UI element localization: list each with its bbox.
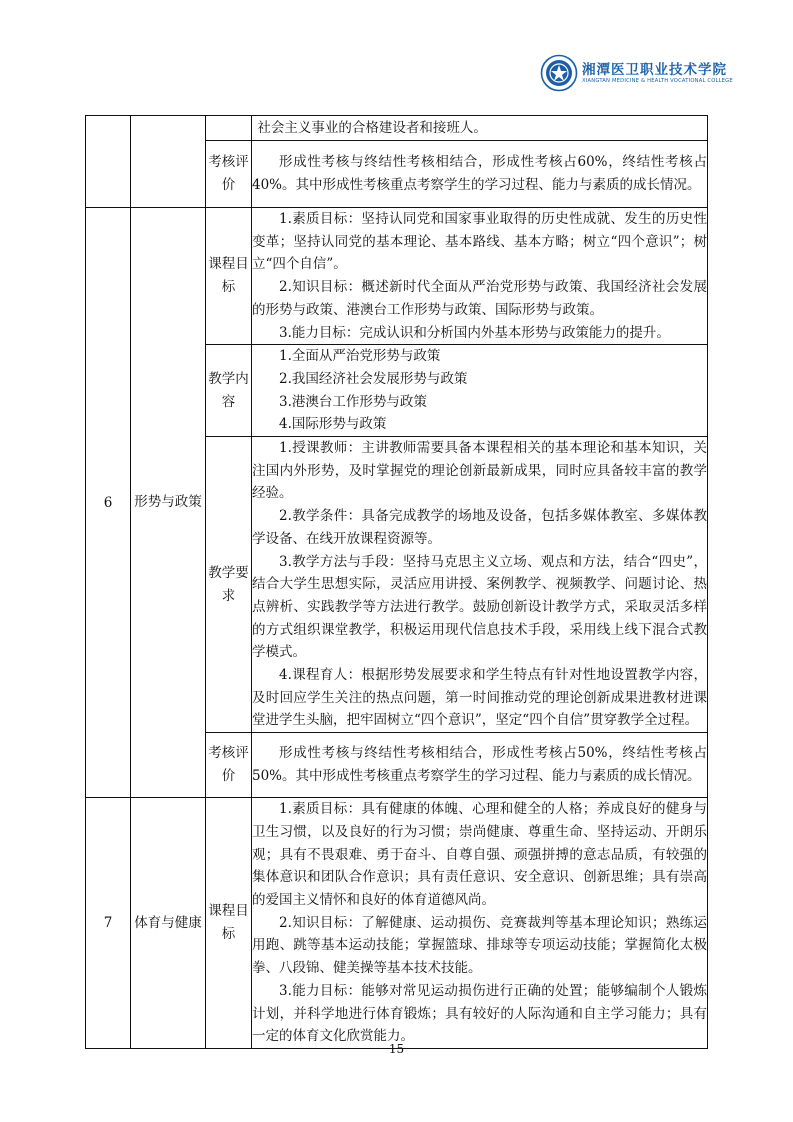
- content-item: 3.港澳台工作形势与政策: [279, 393, 427, 410]
- page-number: 15: [388, 1042, 405, 1056]
- goal-item: 3.能力目标：完成认识和分析国内外基本形势与政策能力的提升。: [279, 324, 670, 341]
- course-index: 6: [86, 208, 131, 798]
- goal-item: 1.素质目标：具有健康的体魄、心理和健全的人格；养成良好的健身与卫生习惯，以及良好的行为习惯；崇尚健康、尊重生命、坚持运动、开朗乐观；具有不畏艰难、勇于奋斗、自尊自强、顽强拼搏的意志品质，有较强的集体意识和团队合作意识；具有责任意识、安全意识、创新思维；具有崇高的爱国主义情怀和良好的体育道德风尚。: [252, 801, 707, 908]
- category-label: 课程目标: [206, 798, 252, 1049]
- goal-item: 1.素质目标：坚持认同党和国家事业取得的历史性成就、发生的历史性变革；坚持认同党的基本理论、基本路线、基本方略；树立“四个意识”；树立“四个自信”。: [252, 211, 707, 273]
- category-label: 考核评价: [206, 141, 252, 208]
- table-row: [86, 116, 708, 141]
- content-cell: [252, 116, 708, 141]
- assessment-cell: [252, 733, 708, 798]
- table-row: [86, 798, 708, 1049]
- college-name-cn: 湘潭医卫职业技术学院: [582, 62, 727, 78]
- table-row: [86, 208, 708, 345]
- goal-item: 3.能力目标：能够对常见运动损伤进行正确的处置；能够编制个人锻炼计划，并科学地进行体育锻炼；具有较好的人际沟通和自主学习能力；具有一定的体育文化欣赏能力。: [252, 982, 707, 1045]
- assessment-text: 形成性考核与终结性考核相结合，形成性考核占60%，终结性考核占40%。其中形成性考核重点考察学生的学习过程、能力与素质的成长情况。: [252, 154, 707, 193]
- assessment-text: 形成性考核与终结性考核相结合，形成性考核占50%，终结性考核占50%。其中形成性考核重点考察学生的学习过程、能力与素质的成长情况。: [252, 745, 707, 785]
- course-name-cell: [131, 116, 206, 208]
- curriculum-table: [85, 115, 708, 1049]
- course-name: 体育与健康: [131, 798, 206, 1049]
- requirement-item: 4.课程育人：根据形势发展要求和学生特点有针对性地设置教学内容，及时回应学生关注的热点问题，第一时间推动党的理论创新成果进教材进课堂进学生头脑，把牢固树立“四个意识”，坚定“四个自信”贯穿教学全过程。: [252, 667, 707, 729]
- requirement-item: 3.教学方法与手段：坚持马克思主义立场、观点和方法，结合“四史”，结合大学生思想实际，灵活应用讲授、案例教学、视频教学、问题讨论、热点辨析、实践教学等方法进行教学。鼓励创新设计教学方式，采取灵活多样的方式组织课堂教学，积极运用现代信息技术手段，采用线上线下混合式教学模式。: [252, 553, 707, 661]
- content-item: 4.国际形势与政策: [279, 416, 387, 433]
- goals-cell: [252, 208, 708, 345]
- content-cell: [252, 345, 708, 437]
- requirement-item: 2.教学条件：具备完成教学的场地及设备，包括多媒体教室、多媒体教学设备、在线开放课程资源等。: [252, 508, 707, 547]
- category-cell: [206, 116, 252, 141]
- requirements-cell: [252, 437, 708, 733]
- category-label: 教学要求: [206, 437, 252, 733]
- course-index-cell: [86, 116, 131, 208]
- requirement-item: 1.授课教师：主讲教师需要具备本课程相关的基本理论和基本知识，关注国内外形势，及时掌握党的理论创新最新成果，同时应具备较丰富的教学经验。: [252, 440, 707, 502]
- continuation-text: 社会主义事业的合格建设者和接班人。: [257, 119, 487, 136]
- course-index: 7: [86, 798, 131, 1049]
- goal-item: 2.知识目标：概述新时代全面从严治党形势与政策、我国经济社会发展的形势与政策、港澳台工作形势与政策、国际形势与政策。: [252, 279, 707, 318]
- category-label: 考核评价: [206, 733, 252, 798]
- goals-cell: [252, 798, 708, 1049]
- category-label: 教学内容: [206, 345, 252, 437]
- course-name: 形势与政策: [131, 208, 206, 798]
- college-name-en: XIANGTAN MEDICINE & HEALTH VOCATIONAL COLLEGE: [582, 78, 733, 84]
- assessment-cell: [252, 141, 708, 208]
- college-logo: [540, 54, 733, 94]
- category-label: 课程目标: [206, 208, 252, 345]
- content-item: 2.我国经济社会发展形势与政策: [279, 370, 468, 387]
- goal-item: 2.知识目标：了解健康、运动损伤、竞赛裁判等基本理论知识；熟练运用跑、跳等基本运动技能；掌握篮球、排球等专项运动技能；掌握简化太极拳、八段锦、健美操等基本技术技能。: [252, 914, 707, 977]
- college-emblem-icon: [540, 54, 578, 92]
- content-item: 1.全面从严治党形势与政策: [279, 348, 441, 365]
